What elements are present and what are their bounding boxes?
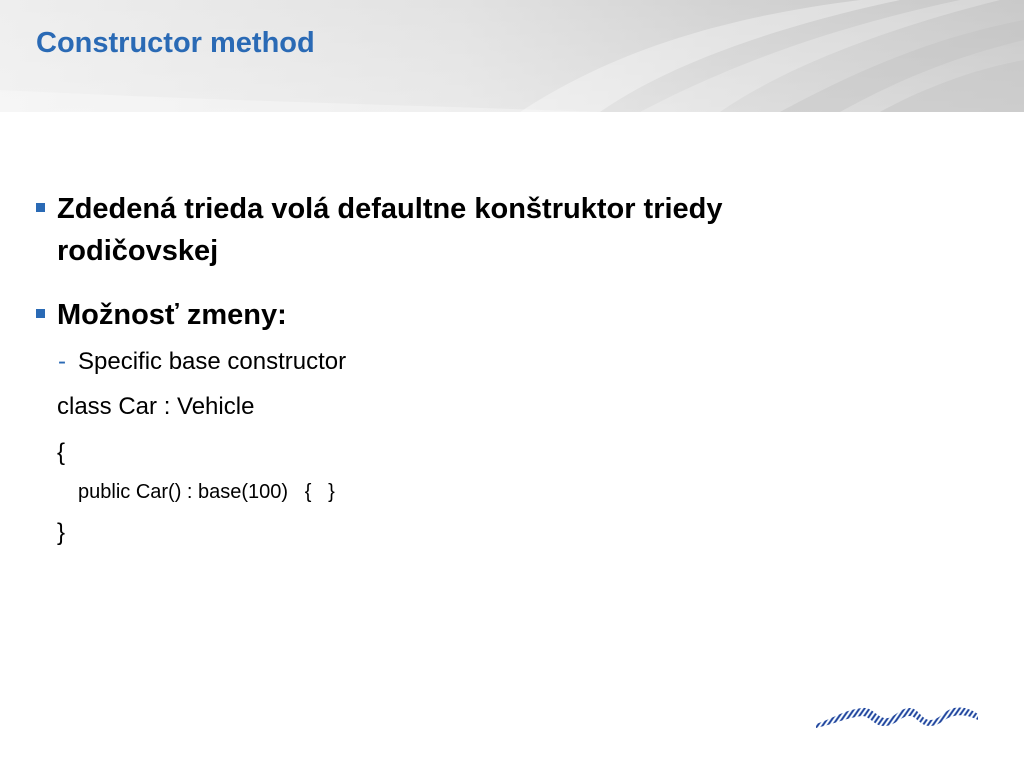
square-bullet-icon <box>36 203 45 212</box>
sub-list-text: Specific base constructor <box>78 348 347 375</box>
bullet-item <box>36 294 876 336</box>
bullet-item <box>36 188 876 272</box>
code-line: { <box>57 439 66 466</box>
slide-title: Constructor method <box>36 27 315 59</box>
square-bullet-icon <box>36 309 45 318</box>
code-line: class Car : Vehicle <box>57 393 255 420</box>
bullet-text: Možnosť zmeny: <box>57 299 287 331</box>
striped-wave-logo-icon <box>814 700 980 730</box>
bullet-text: Zdedená trieda volá defaultne konštruktor triedy rodičovskej <box>57 193 723 267</box>
code-line: } <box>57 519 66 546</box>
dash-marker: - <box>58 348 66 375</box>
code-line: public Car() : base(100) { } <box>78 481 335 503</box>
